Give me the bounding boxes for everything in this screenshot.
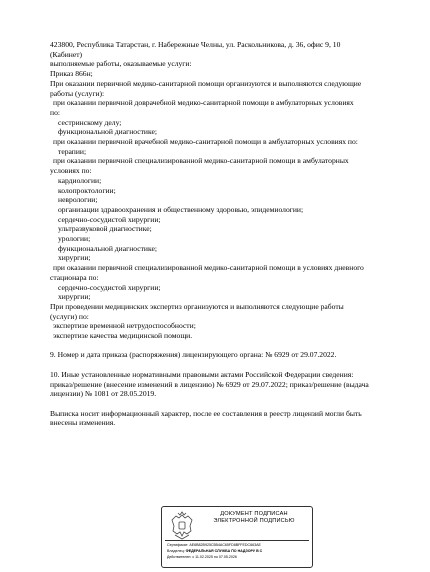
document-line: при оказании первичной специализированной медико-санитарной помощи в амбулаторных bbox=[53, 156, 349, 166]
document-line: организации здравоохранения и общественному здоровью, эпидемиологии; bbox=[58, 204, 304, 214]
stamp-divider bbox=[165, 540, 309, 541]
document-line: (услуги) по: bbox=[50, 311, 89, 321]
document-line: по: bbox=[50, 107, 60, 117]
document-line: экспертизе временной нетрудоспособности; bbox=[53, 321, 196, 331]
document-line: функциональной диагностике; bbox=[58, 243, 157, 253]
document-line: внесены изменения. bbox=[50, 418, 116, 428]
document-line: экспертизе качества медицинской помощи. bbox=[53, 331, 193, 341]
document-line: 10. Иные установленные нормативными правовыми актами Российской Федерации сведения: bbox=[50, 369, 354, 379]
document-body bbox=[50, 40, 390, 428]
document-line: выполняемые работы, оказываемые услуги: bbox=[50, 59, 192, 69]
document-line: приказ/решение (внесение изменений в лицензию) № 6929 от 29.07.2022; приказ/решение (выдача bbox=[50, 379, 369, 389]
document-line: функциональной диагностике; bbox=[58, 127, 157, 137]
blank-line bbox=[50, 399, 390, 409]
electronic-signature-stamp bbox=[161, 506, 313, 568]
document-line: ультразвуковой диагностике; bbox=[58, 224, 152, 234]
stamp-certificate-label: Сертификат: bbox=[167, 543, 189, 547]
russian-coat-of-arms-icon bbox=[168, 511, 196, 541]
blank-line bbox=[50, 341, 390, 351]
stamp-validity bbox=[167, 554, 307, 560]
blank-line bbox=[50, 360, 390, 370]
document-line: 9. Номер и дата приказа (распоряжения) лицензирующего органа: № 6929 от 29.07.2022. bbox=[50, 350, 337, 360]
document-line: кардиологии; bbox=[58, 175, 102, 185]
stamp-title-line-2: ЭЛЕКТРОННОЙ ПОДПИСЬЮ bbox=[213, 518, 295, 525]
document-line: колопроктологии; bbox=[58, 185, 116, 195]
document-line: сердечно-сосудистой хирургии; bbox=[58, 214, 161, 224]
document-line: при оказании первичной врачебной медико-санитарной помощи в амбулаторных условиях по: bbox=[53, 137, 358, 147]
document-line: хирургии; bbox=[58, 292, 91, 302]
stamp-validity-label: Действителен: bbox=[167, 555, 192, 559]
document-line: при оказании первичной доврачебной медико-санитарной помощи в амбулаторных условиях bbox=[53, 98, 354, 108]
document-line: урологии; bbox=[58, 234, 91, 244]
document-line: Приказ 866н; bbox=[50, 69, 93, 79]
document-line: при оказании первичной специализированной медико-санитарной помощи в условиях дневного bbox=[53, 263, 364, 273]
document-line: хирургии; bbox=[58, 253, 91, 263]
document-line: 423800, Республика Татарстан, г. Набережные Челны, ул. Раскольникова, д. 36, офис 9, 10 bbox=[50, 40, 341, 49]
document-line: неврологии; bbox=[58, 195, 98, 205]
document-line: условиях по: bbox=[50, 166, 92, 176]
stamp-validity-value: с 11.02.2025 по 07.05.2026 bbox=[192, 555, 237, 559]
document-line: терапии; bbox=[58, 146, 87, 156]
document-line: работы (услуги): bbox=[50, 88, 105, 98]
document-line: сестринскому делу; bbox=[58, 117, 122, 127]
stamp-title-line-1: ДОКУМЕНТ ПОДПИСАН bbox=[220, 511, 288, 517]
document-line: лицензии) № 1081 от 28.05.2019. bbox=[50, 389, 157, 399]
document-line: (Кабинет) bbox=[50, 49, 83, 59]
stamp-certificate-value: AE6B82B925C5B4AC65FD8BFFEDC663AE bbox=[189, 543, 261, 547]
document-line: При оказании первичной медико-санитарной помощи организуются и выполняются следующие bbox=[50, 78, 362, 88]
stamp-info bbox=[167, 542, 307, 560]
document-line: сердечно-сосудистой хирургии; bbox=[58, 282, 161, 292]
stamp-owner-value: ФЕДЕРАЛЬНАЯ СЛУЖБА ПО НАДЗОРУ В С bbox=[185, 549, 263, 553]
document-line: При проведении медицинских экспертиз организуются и выполняются следующие работы bbox=[50, 301, 344, 311]
document-line: Выписка носит информационный характер, после ее составления в реестр лицензий могли быть bbox=[50, 408, 362, 418]
document-line: стационара по: bbox=[50, 272, 99, 282]
stamp-title bbox=[200, 511, 308, 525]
stamp-owner-label: Владелец: bbox=[167, 549, 185, 553]
